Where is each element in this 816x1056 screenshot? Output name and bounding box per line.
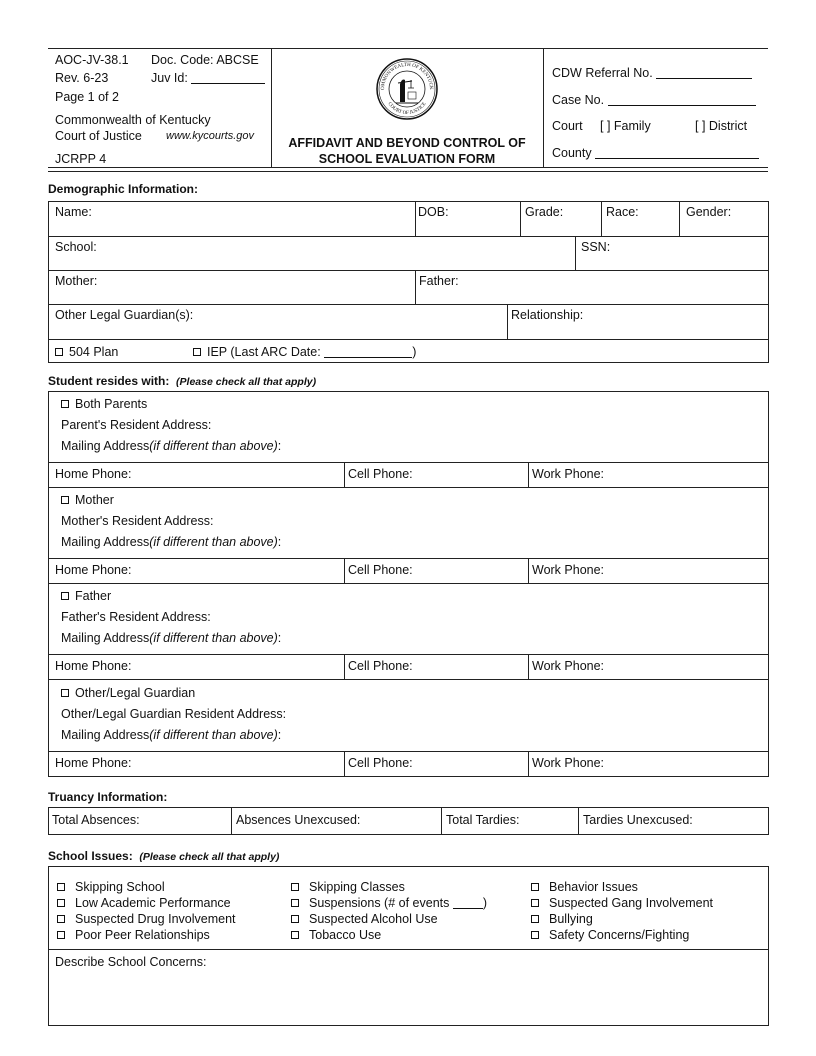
cell-phone-field[interactable]: Cell Phone: xyxy=(348,563,413,577)
seal-bottom-text: COURT OF JUSTICE xyxy=(386,101,428,117)
cdw-referral-label: CDW Referral No. xyxy=(552,66,653,80)
cell-phone-field[interactable]: Cell Phone: xyxy=(348,756,413,770)
issue-label: Skipping School xyxy=(75,880,165,894)
checkbox-icon xyxy=(193,348,201,356)
form-title-line1: AFFIDAVIT AND BEYOND CONTROL OF xyxy=(288,136,526,150)
issue-checkbox[interactable] xyxy=(291,912,438,926)
resides-option-checkbox[interactable] xyxy=(61,493,114,507)
checkbox-icon xyxy=(531,915,539,923)
issues-title xyxy=(48,849,279,863)
mailing-note: (if different than above) xyxy=(149,535,278,549)
mailing-label: Mailing Address xyxy=(61,535,150,549)
phone-col-line xyxy=(528,558,529,583)
checkbox-icon xyxy=(61,400,69,408)
issue-label: Tobacco Use xyxy=(309,928,382,942)
checkbox-icon xyxy=(55,348,63,356)
juv-id-blank[interactable] xyxy=(191,72,265,84)
county-field[interactable] xyxy=(552,146,759,160)
phone-col-line xyxy=(528,751,529,776)
demo-col-line xyxy=(601,201,602,236)
mailing-label: Mailing Address xyxy=(61,631,150,645)
mailing-colon: : xyxy=(277,631,282,645)
issue-label: Suspected Gang Involvement xyxy=(549,896,713,910)
case-number-label: Case No. xyxy=(552,93,605,107)
phone-row-line xyxy=(48,558,769,559)
work-phone-field[interactable]: Work Phone: xyxy=(532,659,605,673)
header-divider-right xyxy=(543,48,544,168)
checkbox-icon xyxy=(291,915,299,923)
checkbox-icon xyxy=(57,899,65,907)
resides-title-text: Student resides with: xyxy=(48,374,170,388)
mailing-note: (if different than above) xyxy=(149,439,278,453)
checkbox-icon xyxy=(61,592,69,600)
work-phone-field[interactable]: Work Phone: xyxy=(532,563,605,577)
resident-address-field[interactable]: Parent's Resident Address: xyxy=(61,418,212,432)
header-rule xyxy=(48,167,768,168)
checkbox-icon xyxy=(531,899,539,907)
mailing-address-field[interactable] xyxy=(61,439,281,453)
mailing-colon: : xyxy=(277,535,282,549)
home-phone-field[interactable]: Home Phone: xyxy=(55,563,132,577)
court-label: Court xyxy=(552,119,583,133)
county-label: County xyxy=(552,146,592,160)
cell-phone-field[interactable]: Cell Phone: xyxy=(348,467,413,481)
truancy-title: Truancy Information: xyxy=(48,790,168,804)
resides-option-label: Other/Legal Guardian xyxy=(75,686,196,700)
issue-label: Low Academic Performance xyxy=(75,896,231,910)
issue-checkbox[interactable] xyxy=(531,896,713,910)
phone-col-line xyxy=(344,558,345,583)
issue-label: Bullying xyxy=(549,912,593,926)
checkbox-icon xyxy=(531,883,539,891)
resident-address-field[interactable]: Other/Legal Guardian Resident Address: xyxy=(61,707,287,721)
form-number: AOC-JV-38.1 xyxy=(55,53,129,67)
home-phone-field[interactable]: Home Phone: xyxy=(55,467,132,481)
plan504-checkbox[interactable] xyxy=(55,345,118,359)
issue-checkbox[interactable] xyxy=(291,928,381,942)
grade-field[interactable]: Grade: xyxy=(525,205,564,219)
demo-col-line xyxy=(520,201,521,236)
issue-checkbox[interactable] xyxy=(57,912,236,926)
mailing-colon: : xyxy=(277,728,282,742)
home-phone-field[interactable]: Home Phone: xyxy=(55,756,132,770)
phone-col-line xyxy=(344,751,345,776)
family-court-checkbox[interactable]: [ ] Family xyxy=(600,119,651,133)
truancy-col-line xyxy=(231,807,232,835)
name-field[interactable]: Name: xyxy=(55,205,92,219)
group-row-line xyxy=(48,583,769,584)
issue-label: Poor Peer Relationships xyxy=(75,928,210,942)
page-number: Page 1 of 2 xyxy=(55,90,119,104)
header-rule-double xyxy=(48,171,768,172)
form-code: JCRPP 4 xyxy=(55,152,107,166)
case-number-blank[interactable] xyxy=(608,94,756,106)
iep-close: ) xyxy=(412,345,417,359)
issues-title-text: School Issues: xyxy=(48,849,133,863)
checkbox-icon xyxy=(61,496,69,504)
issue-checkbox[interactable] xyxy=(57,880,165,894)
phone-row-line xyxy=(48,751,769,752)
issue-label: Safety Concerns/Fighting xyxy=(549,928,690,942)
relationship-field[interactable]: Relationship: xyxy=(511,308,584,322)
group-row-line xyxy=(48,487,769,488)
issue-checkbox[interactable] xyxy=(291,880,405,894)
describe-concerns-field[interactable]: Describe School Concerns: xyxy=(55,955,207,969)
iep-date-blank[interactable] xyxy=(324,346,412,358)
resides-option-label: Father xyxy=(75,589,112,603)
seal-top-text: OMMONWEALTH OF KENTUCK xyxy=(380,62,434,91)
resides-option-checkbox[interactable] xyxy=(61,686,195,700)
issue-checkbox[interactable] xyxy=(531,880,638,894)
dob-field[interactable]: DOB: xyxy=(418,205,449,219)
juv-id-label: Juv Id: xyxy=(151,71,188,85)
resides-title xyxy=(48,374,316,388)
website: www.kycourts.gov xyxy=(166,130,255,142)
work-phone-field[interactable]: Work Phone: xyxy=(532,467,605,481)
checkbox-icon xyxy=(291,883,299,891)
suspension-close: ) xyxy=(482,896,488,910)
doc-code: Doc. Code: ABCSE xyxy=(151,53,259,67)
cell-phone-field[interactable]: Cell Phone: xyxy=(348,659,413,673)
issue-label: Suspected Alcohol Use xyxy=(309,912,438,926)
total-tardies-field[interactable]: Total Tardies: xyxy=(446,813,520,827)
demographic-title: Demographic Information: xyxy=(48,182,199,196)
school-field[interactable]: School: xyxy=(55,240,97,254)
revision: Rev. 6-23 xyxy=(55,71,109,85)
checkbox-icon xyxy=(531,931,539,939)
demo-col-line xyxy=(679,201,680,236)
mailing-label: Mailing Address xyxy=(61,439,150,453)
phone-row-line xyxy=(48,462,769,463)
mailing-label: Mailing Address xyxy=(61,728,150,742)
total-absences-field[interactable]: Total Absences: xyxy=(52,813,140,827)
case-number-field[interactable] xyxy=(552,93,756,107)
checkbox-icon xyxy=(291,899,299,907)
resident-address-field[interactable]: Mother's Resident Address: xyxy=(61,514,214,528)
org-line1: Commonwealth of Kentucky xyxy=(55,113,211,127)
cdw-referral-blank[interactable] xyxy=(656,67,752,79)
resides-option-checkbox[interactable] xyxy=(61,397,147,411)
resides-option-label: Both Parents xyxy=(75,397,148,411)
iep-checkbox[interactable] xyxy=(193,345,416,359)
issue-checkbox[interactable] xyxy=(531,928,689,942)
district-court-checkbox[interactable]: [ ] District xyxy=(695,119,748,133)
mailing-note: (if different than above) xyxy=(149,728,278,742)
home-phone-field[interactable]: Home Phone: xyxy=(55,659,132,673)
checkbox-icon xyxy=(61,689,69,697)
demo-col-line xyxy=(575,236,576,270)
issue-label: Skipping Classes xyxy=(309,880,405,894)
resident-address-field[interactable]: Father's Resident Address: xyxy=(61,610,211,624)
gender-field[interactable]: Gender: xyxy=(686,205,732,219)
father-field[interactable]: Father: xyxy=(419,274,459,288)
demo-row-line xyxy=(48,339,769,340)
mailing-address-field[interactable] xyxy=(61,631,281,645)
demo-col-line xyxy=(507,304,508,339)
issue-checkbox[interactable] xyxy=(291,896,487,910)
resides-note: (Please check all that apply) xyxy=(176,376,317,388)
phone-col-line xyxy=(344,654,345,679)
guardian-field[interactable]: Other Legal Guardian(s): xyxy=(55,308,194,322)
demo-row-line xyxy=(48,270,769,271)
mailing-note: (if different than above) xyxy=(149,631,278,645)
checkbox-icon xyxy=(57,883,65,891)
race-field[interactable]: Race: xyxy=(606,205,639,219)
suspension-count-blank[interactable] xyxy=(453,897,483,909)
plan504-label: 504 Plan xyxy=(69,345,119,359)
form-title-line2: SCHOOL EVALUATION FORM xyxy=(318,152,496,166)
kentucky-seal-icon xyxy=(376,58,438,120)
mother-field[interactable]: Mother: xyxy=(55,274,98,288)
issue-checkbox[interactable] xyxy=(531,912,593,926)
ssn-field[interactable]: SSN: xyxy=(581,240,611,254)
cdw-referral-field[interactable] xyxy=(552,66,752,80)
checkbox-icon xyxy=(291,931,299,939)
demo-col-line xyxy=(415,270,416,304)
checkbox-icon xyxy=(57,931,65,939)
issue-label: Behavior Issues xyxy=(549,880,638,894)
svg-text:COURT OF JUSTICE xyxy=(386,102,427,116)
phone-col-line xyxy=(528,462,529,487)
resides-option-checkbox[interactable] xyxy=(61,589,111,603)
issues-note: (Please check all that apply) xyxy=(139,851,280,863)
demo-row-line xyxy=(48,304,769,305)
work-phone-field[interactable]: Work Phone: xyxy=(532,756,605,770)
checkbox-icon xyxy=(57,915,65,923)
truancy-col-line xyxy=(578,807,579,835)
tardies-unexcused-field[interactable]: Tardies Unexcused: xyxy=(583,813,693,827)
mailing-address-field[interactable] xyxy=(61,728,281,742)
phone-row-line xyxy=(48,654,769,655)
iep-label: IEP (Last ARC Date: xyxy=(207,345,321,359)
issue-label: Suspected Drug Involvement xyxy=(75,912,236,926)
absences-unexcused-field[interactable]: Absences Unexcused: xyxy=(236,813,361,827)
issue-label: Suspensions (# of events xyxy=(309,896,450,910)
county-blank[interactable] xyxy=(595,147,759,159)
resides-option-label: Mother xyxy=(75,493,114,507)
truancy-col-line xyxy=(441,807,442,835)
org-line2: Court of Justice xyxy=(55,129,142,143)
mailing-address-field[interactable] xyxy=(61,535,281,549)
mailing-colon: : xyxy=(277,439,282,453)
phone-col-line xyxy=(344,462,345,487)
group-row-line xyxy=(48,679,769,680)
demo-col-line xyxy=(415,201,416,236)
demo-row-line xyxy=(48,236,769,237)
phone-col-line xyxy=(528,654,529,679)
juv-id-field[interactable] xyxy=(151,71,265,85)
issues-row-line xyxy=(48,949,769,950)
issue-checkbox[interactable] xyxy=(57,896,231,910)
issue-checkbox[interactable] xyxy=(57,928,210,942)
